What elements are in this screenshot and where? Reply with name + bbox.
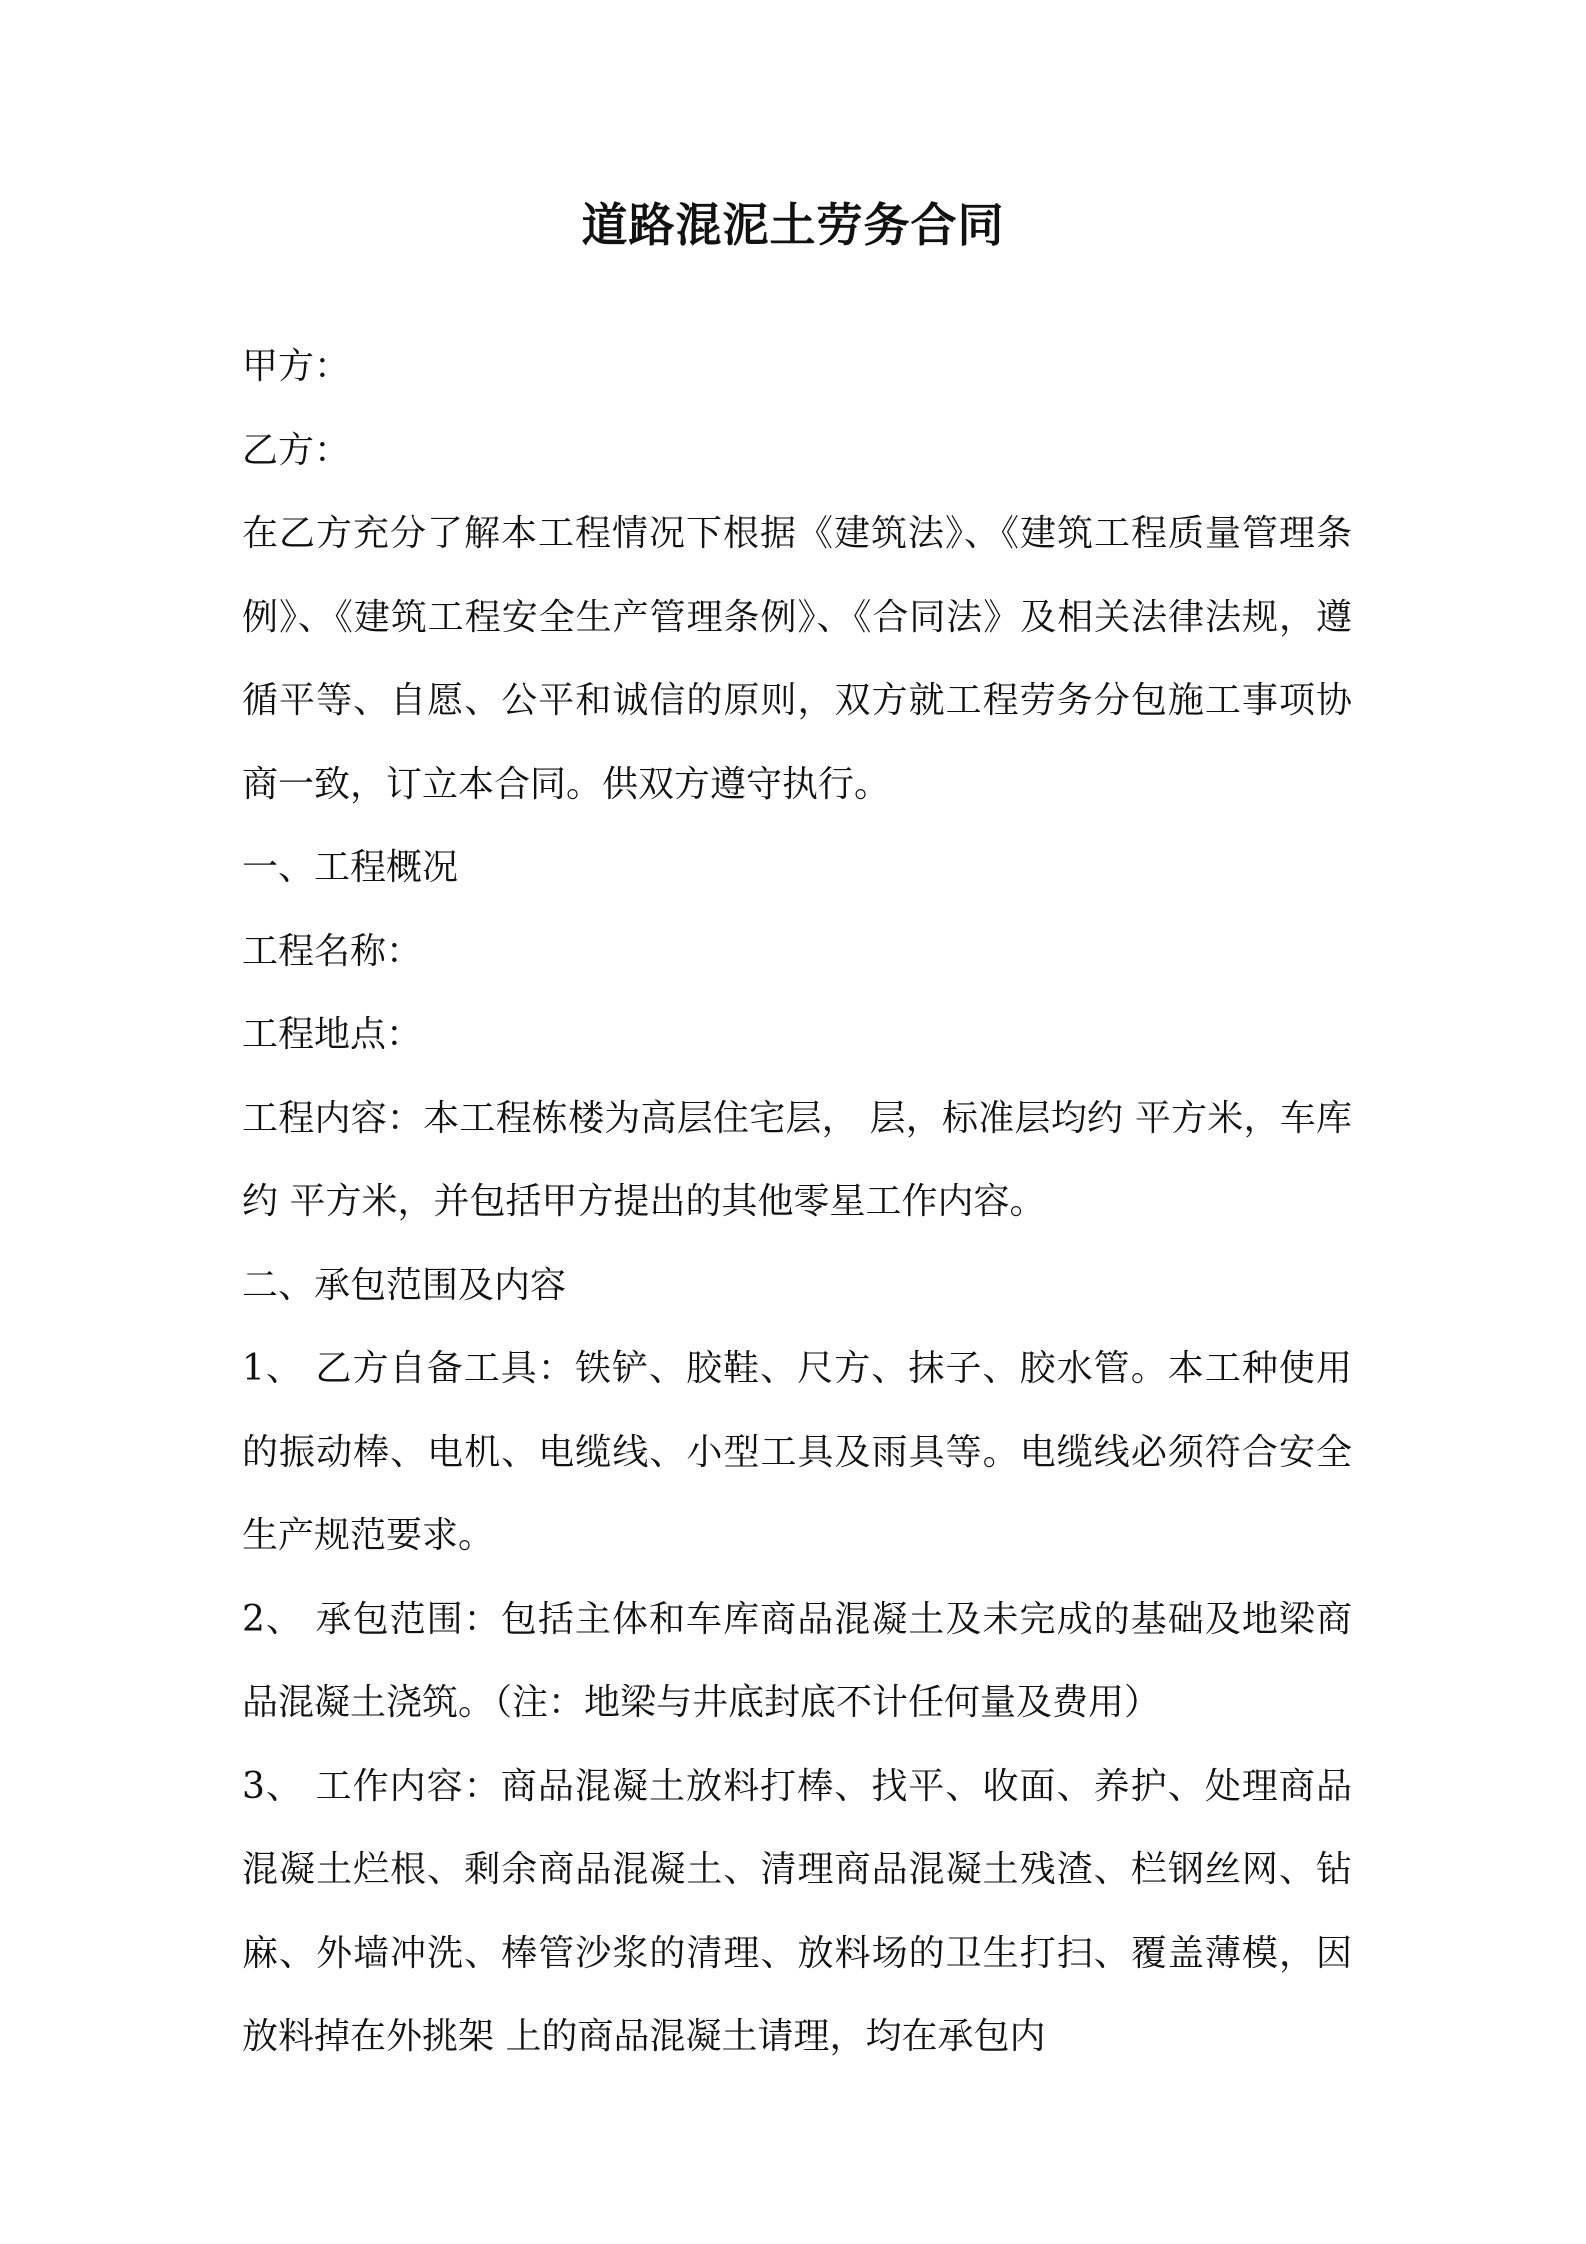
project-location-line: 工程地点：: [242, 1014, 423, 1055]
clause-3-paragraph: 3、 工作内容：商品混凝土放料打棒、找平、收面、养护、处理商品混凝土烂根、剩余商品混凝土、清理商品混凝土残渣、栏钢丝网、钻麻、外墙冲洗、棒管沙浆的清理、放料场的卫生打扫、覆盖薄模，因放料掉在外挑架 上的商品混凝土请理，均在承包内: [242, 1765, 1352, 2057]
party-b-line: 乙方：: [242, 429, 351, 471]
clause-2-paragraph: 2、 承包范围：包括主体和车库商品混凝土及未完成的基础及地梁商品混凝土浇筑。（注：地梁与井底封底不计任何量及费用）: [242, 1598, 1352, 1723]
section-heading-project-overview: 一、工程概况: [242, 847, 459, 888]
project-content-paragraph: 工程内容：本工程栋楼为高层住宅层， 层，标准层均约 平方米，车库约 平方米，并包括甲方提出的其他零星工作内容。: [242, 1097, 1352, 1222]
project-name-line: 工程名称：: [242, 930, 423, 972]
document-body: [242, 325, 1352, 2079]
party-a-line: 甲方：: [242, 346, 351, 387]
clause-1-paragraph: 1、 乙方自备工具：铁铲、胶鞋、尺方、抹子、胶水管。本工种使用的振动棒、电机、电缆线、小型工具及雨具等。电缆线必须符合安全生产规范要求。: [242, 1348, 1352, 1556]
section-heading-scope: 二、承包范围及内容: [242, 1264, 567, 1306]
document-title: 道路混泥土劳务合同: [581, 198, 1005, 252]
preamble-paragraph: 在乙方充分了解本工程情况下根据《建筑法》、《建筑工程质量管理条例》、《建筑工程安全生产管理条例》、《合同法》及相关法律法规，遵循平等、自愿、公平和诚信的原则，双方就工程劳务分包施工事项协商一致，订立本合同。供双方遵守执行。: [242, 513, 1352, 805]
